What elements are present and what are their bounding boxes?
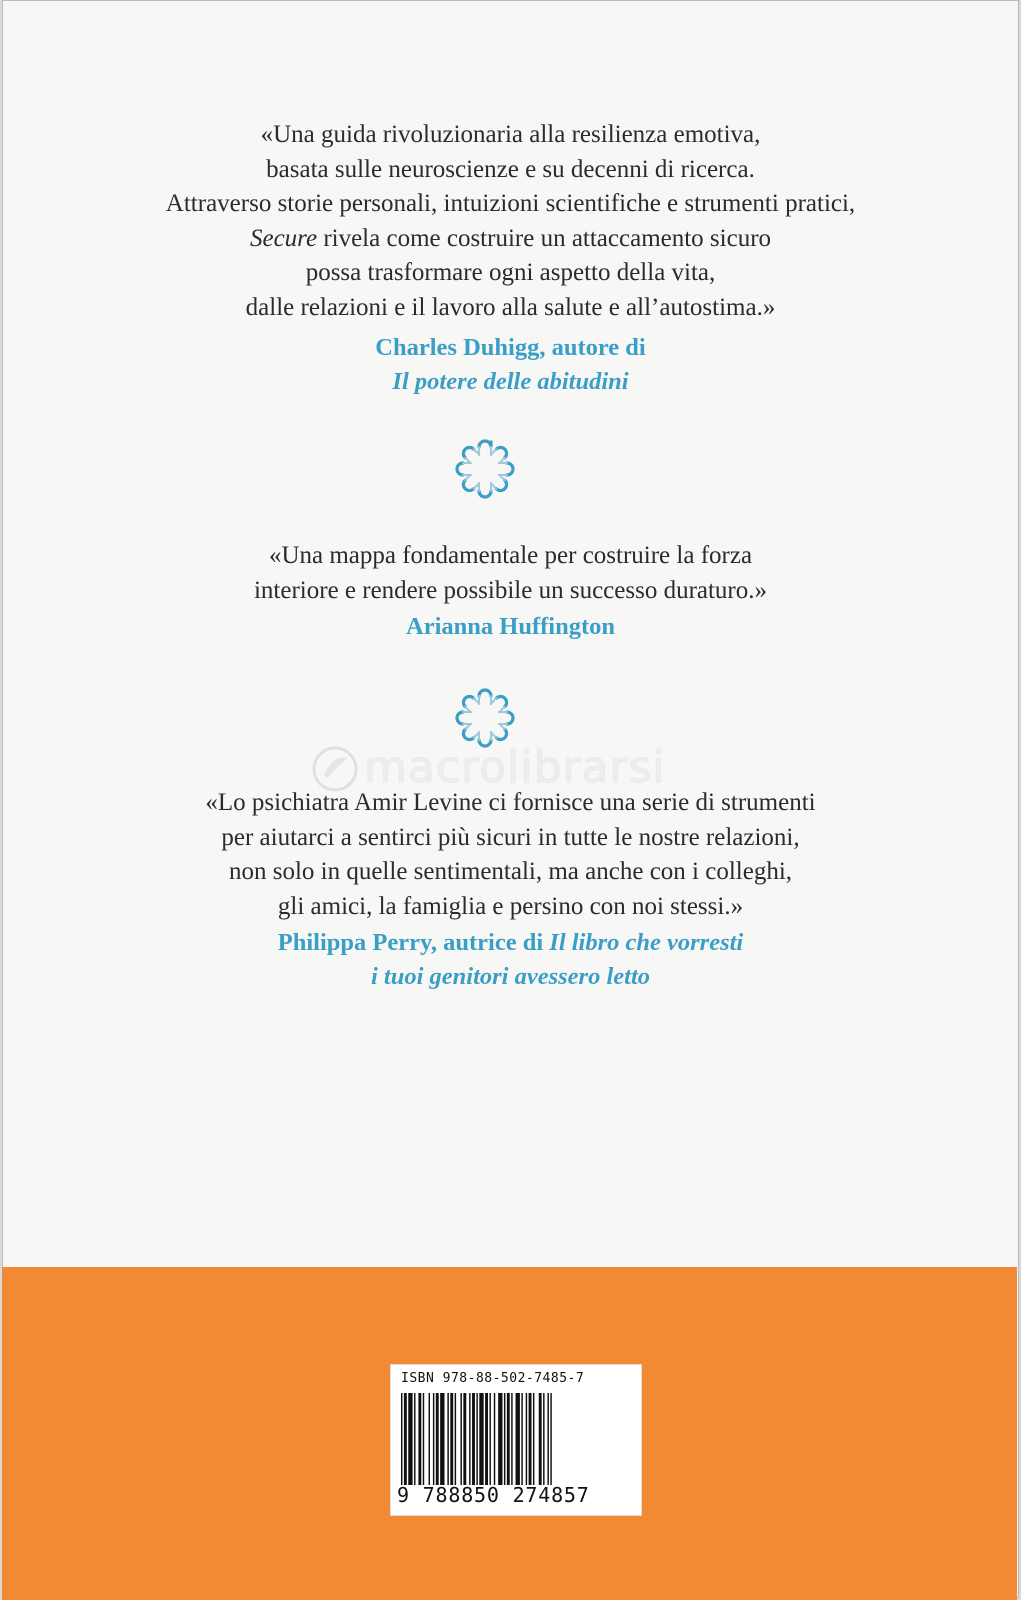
- attribution-line: Philippa Perry, autrice di Il libro che vorresti: [277, 929, 744, 956]
- barcode-bar: [401, 1393, 402, 1485]
- quote-perry: [0, 786, 1021, 924]
- barcode-bar: [433, 1393, 434, 1485]
- barcode-bar: [494, 1393, 495, 1485]
- barcode-bar: [414, 1393, 415, 1485]
- attribution-book: i tuoi genitori avessero letto: [370, 963, 651, 990]
- attribution-duhigg: [0, 331, 1021, 399]
- barcode-bar: [526, 1393, 527, 1485]
- attribution-perry: [0, 926, 1021, 994]
- isbn-barcode: [390, 1364, 642, 1516]
- quote-line: per aiutarci a sentirci più sicuri in tutte le nostre relazioni,: [221, 823, 800, 851]
- barcode-bar: [463, 1393, 466, 1485]
- barcode-bar: [450, 1393, 453, 1485]
- barcode-bar: [408, 1393, 412, 1485]
- attribution-line: Charles Duhigg, autore di: [375, 334, 646, 361]
- isbn-label: ISBN 978-88-502-7485-7: [401, 1371, 585, 1386]
- barcode-bar: [511, 1393, 512, 1485]
- barcode-bar: [547, 1393, 548, 1485]
- barcode-bar: [504, 1393, 505, 1485]
- barcode-bar: [489, 1393, 490, 1485]
- barcode-bar: [455, 1393, 456, 1485]
- quote-line: «Lo psichiatra Amir Levine ci fornisce una serie di strumenti: [205, 789, 816, 816]
- quote-line: possa trasformare ogni aspetto della vita,: [305, 259, 716, 286]
- barcode-bar: [469, 1393, 470, 1485]
- barcode-bar: [521, 1393, 522, 1485]
- barcode-bar: [418, 1393, 421, 1485]
- barcode-icon: [401, 1393, 627, 1485]
- flower-ornament-icon: [440, 424, 530, 514]
- quote-line: Secure rivela come costruire un attaccamento sicuro: [249, 224, 772, 252]
- barcode-bar: [550, 1393, 551, 1485]
- watermark-text: macrolibrarsi: [364, 742, 666, 793]
- barcode-bar: [543, 1393, 544, 1485]
- barcode-bar: [476, 1393, 477, 1485]
- quote-line: gli amici, la famiglia e persino con noi stessi.»: [277, 892, 744, 920]
- quote-line: non solo in quelle sentimentali, ma anche con i colleghi,: [228, 858, 793, 885]
- quote-line: «Una guida rivoluzionaria alla resilienza emotiva,: [260, 121, 761, 148]
- barcode-bar: [516, 1393, 520, 1485]
- barcode-bar: [423, 1393, 424, 1485]
- barcode-bar: [533, 1393, 534, 1485]
- quote-line: dalle relazioni e il lavoro alla salute e all’autostima.»: [245, 293, 776, 321]
- barcode-bar: [507, 1393, 510, 1485]
- quote-duhigg: [0, 118, 1021, 325]
- quote-huffington: [0, 539, 1021, 608]
- barcode-bar: [479, 1393, 483, 1485]
- quote-line: Attraverso storie personali, intuizioni scientifiche e strumenti pratici,: [165, 190, 856, 217]
- barcode-bar: [498, 1393, 502, 1485]
- attribution-book: Il libro che vorresti: [549, 929, 744, 956]
- quote-line: interiore e rendere possibile un successo duraturo.»: [253, 576, 768, 604]
- barcode-bar: [429, 1393, 430, 1485]
- book-title-secure: Secure: [249, 224, 318, 252]
- barcode-bar: [436, 1393, 439, 1485]
- quote-line: basata sulle neuroscienze e su decenni di ricerca.: [266, 155, 755, 183]
- attribution-name: Arianna Huffington: [406, 613, 615, 640]
- attribution-book: Il potere delle abitudini: [392, 368, 629, 395]
- barcode-bar: [472, 1393, 475, 1485]
- barcode-bar: [447, 1393, 448, 1485]
- barcode-bar: [539, 1393, 542, 1485]
- barcode-bar: [460, 1393, 461, 1485]
- barcode-digits: 9 788850 274857: [397, 1483, 590, 1507]
- barcode-bar: [404, 1393, 407, 1485]
- barcode-bar: [529, 1393, 532, 1485]
- attribution-huffington: [0, 610, 1021, 644]
- barcode-bar: [485, 1393, 488, 1485]
- quote-line: «Una mappa fondamentale per costruire la forza: [268, 542, 753, 569]
- barcode-bar: [440, 1393, 444, 1485]
